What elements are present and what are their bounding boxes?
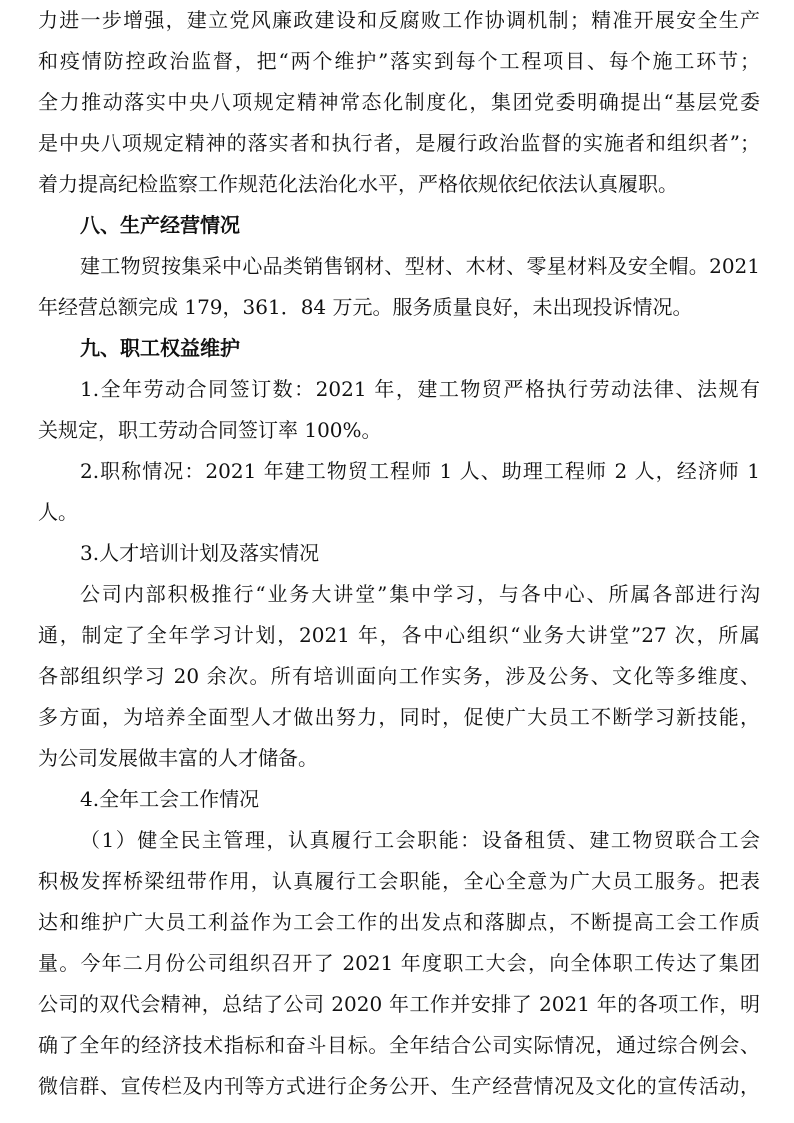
text-line: （1）健全民主管理，认真履行工会职能：设备租赁、建工物贸联合工会: [80, 828, 760, 852]
item-4-paragraph: [38, 820, 760, 1107]
text-line: 为公司发展做丰富的人才储备。: [38, 746, 318, 770]
item-4-heading: 4.全年工会工作情况: [80, 787, 260, 811]
text-line: 年经营总额完成 179，361．84 万元。服务质量良好，未出现投诉情况。: [38, 295, 693, 319]
text-line: 和疫情防控政治监督，把“两个维护”落实到每个工程项目、每个施工环节；: [38, 49, 760, 73]
text-line: 各部组织学习 20 余次。所有培训面向工作实务，涉及公务、文化等多维度、: [38, 664, 760, 688]
text-line: 积极发挥桥梁纽带作用，认真履行工会职能，全心全意为广大员工服务。把表: [38, 869, 760, 893]
section-8-heading: 八、生产经营情况: [80, 213, 240, 237]
section-9-heading: 九、职工权益维护: [80, 336, 240, 360]
text-line: 多方面，为培养全面型人才做出努力，同时，促使广大员工不断学习新技能，: [38, 705, 760, 729]
item-1-paragraph: [38, 369, 760, 451]
text-line: 1.全年劳动合同签订数：2021 年，建工物贸严格执行劳动法律、法规有: [80, 377, 760, 401]
text-line: 确了全年的经济技术指标和奋斗目标。全年结合公司实际情况，通过综合例会、: [38, 1033, 760, 1057]
text-line: 人。: [38, 500, 78, 524]
text-line: 公司内部积极推行“业务大讲堂”集中学习，与各中心、所属各部进行沟: [80, 582, 760, 606]
text-line: 力进一步增强，建立党风廉政建设和反腐败工作协调机制；精准开展安全生产: [38, 8, 760, 32]
item-2-paragraph: [38, 451, 760, 533]
item-3-heading: 3.人才培训计划及落实情况: [80, 541, 320, 565]
text-line: 建工物贸按集采中心品类销售钢材、型材、木材、零星材料及安全帽。2021: [80, 254, 760, 278]
text-line: 公司的双代会精神，总结了公司 2020 年工作并安排了 2021 年的各项工作，明: [38, 992, 760, 1016]
text-line: 是中央八项规定精神的落实者和执行者，是履行政治监督的实施者和组织者”；: [38, 131, 760, 155]
section-8-paragraph: [38, 246, 760, 328]
text-line: 通，制定了全年学习计划，2021 年，各中心组织“业务大讲堂”27 次，所属: [38, 623, 760, 647]
intro-paragraph: [38, 0, 760, 205]
text-line: 微信群、宣传栏及内刊等方式进行企务公开、生产经营情况及文化的宣传活动，: [38, 1074, 760, 1098]
text-line: 全力推动落实中央八项规定精神常态化制度化，集团党委明确提出“基层党委: [38, 90, 760, 114]
text-line: 着力提高纪检监察工作规范化法治化水平，严格依规依纪依法认真履职。: [38, 172, 678, 196]
text-line: 2.职称情况：2021 年建工物贸工程师 1 人、助理工程师 2 人，经济师 1: [80, 459, 760, 483]
document-page: [38, 0, 760, 1107]
item-3-paragraph: [38, 574, 760, 779]
text-line: 量。今年二月份公司组织召开了 2021 年度职工大会，向全体职工传达了集团: [38, 951, 760, 975]
text-line: 达和维护广大员工利益作为工会工作的出发点和落脚点，不断提高工会工作质: [38, 910, 760, 934]
text-line: 关规定，职工劳动合同签订率 100%。: [38, 418, 382, 442]
